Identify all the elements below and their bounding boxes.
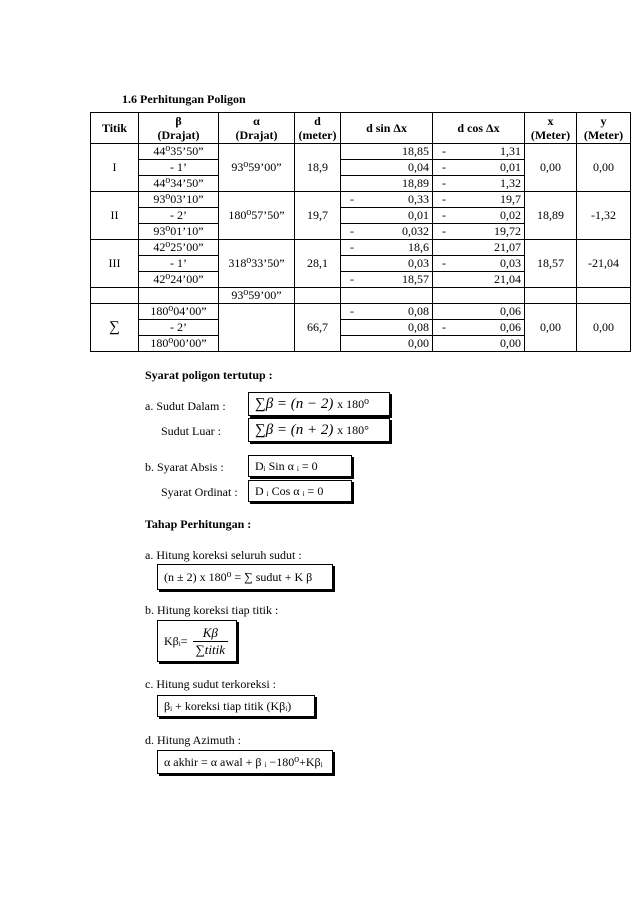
titik-cell: II bbox=[91, 192, 139, 240]
header-d: d (meter) bbox=[295, 113, 341, 144]
d-cell: 28,1 bbox=[295, 240, 341, 288]
beta-cell: 42⁰25’00” bbox=[139, 240, 219, 256]
tahap-a-label: a. Hitung koreksi seluruh sudut : bbox=[145, 548, 302, 562]
y-cell: 0,00 bbox=[577, 304, 631, 352]
koreksi-seluruh-formula: (n ± 2) x 180⁰ = ∑ sudut + K β bbox=[157, 564, 333, 590]
dcos-cell: - 0,02 bbox=[433, 208, 525, 224]
dcos-cell: 21,07 bbox=[433, 240, 525, 256]
syarat-a2-label: Sudut Luar : bbox=[161, 424, 221, 438]
d-cell: 66,7 bbox=[295, 304, 341, 352]
beta-cell: 44⁰35’50” bbox=[139, 144, 219, 160]
dcos-cell: 0,00 bbox=[433, 336, 525, 352]
dsin-cell: 0,04 bbox=[341, 160, 433, 176]
header-dsin: d sin Δx bbox=[341, 113, 433, 144]
dsin-cell: 18,89 bbox=[341, 176, 433, 192]
empty-cell bbox=[341, 288, 433, 304]
syarat-title: Syarat poligon tertutup : bbox=[145, 368, 273, 382]
header-titik: Titik bbox=[91, 113, 139, 144]
beta-cell: 42⁰24’00” bbox=[139, 272, 219, 288]
header-x: x (Meter) bbox=[525, 113, 577, 144]
dsin-cell: 0,01 bbox=[341, 208, 433, 224]
syarat-absis-formula: Dᵢ Sin α ᵢ = 0 bbox=[248, 455, 352, 477]
dcos-cell: - 19,72 bbox=[433, 224, 525, 240]
x-cell: 18,57 bbox=[525, 240, 577, 288]
table-row bbox=[91, 304, 631, 320]
empty-cell bbox=[91, 288, 139, 304]
y-cell: -21,04 bbox=[577, 240, 631, 288]
dcos-cell: - 0,03 bbox=[433, 256, 525, 272]
beta-cell: 180⁰00’00” bbox=[139, 336, 219, 352]
x-cell: 0,00 bbox=[525, 304, 577, 352]
syarat-b2-label: Syarat Ordinat : bbox=[161, 485, 238, 499]
empty-cell bbox=[295, 288, 341, 304]
titik-cell: I bbox=[91, 144, 139, 192]
beta-cell: 93⁰03’10” bbox=[139, 192, 219, 208]
tahap-b-label: b. Hitung koreksi tiap titik : bbox=[145, 603, 279, 617]
beta-cell: - 2’ bbox=[139, 320, 219, 336]
empty-cell bbox=[139, 288, 219, 304]
x-cell: 0,00 bbox=[525, 144, 577, 192]
x-cell: 18,89 bbox=[525, 192, 577, 240]
table-header-row bbox=[91, 113, 631, 144]
dcos-cell: - 1,31 bbox=[433, 144, 525, 160]
polygon-table bbox=[90, 112, 631, 352]
alpha-cell: 93⁰59’00” bbox=[219, 144, 295, 192]
dcos-cell: - 1,32 bbox=[433, 176, 525, 192]
alpha-cell: 93⁰59’00” bbox=[219, 288, 295, 304]
header-alpha: α (Drajat) bbox=[219, 113, 295, 144]
sudut-luar-formula: ∑β = (n + 2) x 180° bbox=[248, 418, 390, 442]
beta-cell: - 1’ bbox=[139, 160, 219, 176]
d-cell: 19,7 bbox=[295, 192, 341, 240]
beta-cell: 93⁰01’10” bbox=[139, 224, 219, 240]
dsin-cell: 0,03 bbox=[341, 256, 433, 272]
beta-cell: - 2’ bbox=[139, 208, 219, 224]
empty-cell bbox=[577, 288, 631, 304]
header-beta: β (Drajat) bbox=[139, 113, 219, 144]
y-cell: -1,32 bbox=[577, 192, 631, 240]
dsin-cell: 18,85 bbox=[341, 144, 433, 160]
titik-cell: III bbox=[91, 240, 139, 288]
alpha-cell: 180⁰57’50” bbox=[219, 192, 295, 240]
tahap-d-label: d. Hitung Azimuth : bbox=[145, 733, 241, 747]
empty-cell bbox=[219, 304, 295, 352]
dsin-cell: 0,08 bbox=[341, 320, 433, 336]
dcos-cell: - 0,06 bbox=[433, 320, 525, 336]
header-dcos: d cos Δx bbox=[433, 113, 525, 144]
section-heading: 1.6 Perhitungan Poligon bbox=[122, 92, 246, 106]
dcos-cell: 21,04 bbox=[433, 272, 525, 288]
d-cell: 18,9 bbox=[295, 144, 341, 192]
table-row bbox=[91, 288, 631, 304]
alpha-cell: 318⁰33’50” bbox=[219, 240, 295, 288]
empty-cell bbox=[525, 288, 577, 304]
sum-titik-cell: ∑ bbox=[91, 304, 139, 352]
dsin-cell: - 0,08 bbox=[341, 304, 433, 320]
azimuth-formula: α akhir = α awal + β ᵢ −180⁰+Kβᵢ bbox=[157, 750, 333, 774]
beta-cell: 180⁰04’00” bbox=[139, 304, 219, 320]
dsin-cell: - 0,032 bbox=[341, 224, 433, 240]
dsin-cell: - 18,57 bbox=[341, 272, 433, 288]
tahap-title: Tahap Perhitungan : bbox=[145, 517, 252, 531]
sudut-terkoreksi-formula: βᵢ + koreksi tiap titik (Kβᵢ) bbox=[157, 695, 315, 717]
koreksi-tiap-titik-formula: Kβᵢ= $\frac{K\beta}{\text{∑titik}}$ bbox=[157, 620, 237, 662]
syarat-b-label: b. Syarat Absis : bbox=[145, 460, 224, 474]
dsin-cell: - 18,6 bbox=[341, 240, 433, 256]
dcos-cell: - 0,01 bbox=[433, 160, 525, 176]
table-row bbox=[91, 192, 631, 208]
beta-cell: - 1’ bbox=[139, 256, 219, 272]
table-row bbox=[91, 144, 631, 160]
y-cell: 0,00 bbox=[577, 144, 631, 192]
sudut-dalam-formula: ∑β = (n − 2) x 180⁰ bbox=[248, 392, 390, 416]
table-row bbox=[91, 240, 631, 256]
dsin-cell: - 0,33 bbox=[341, 192, 433, 208]
dsin-cell: 0,00 bbox=[341, 336, 433, 352]
empty-cell bbox=[433, 288, 525, 304]
tahap-c-label: c. Hitung sudut terkoreksi : bbox=[145, 677, 276, 691]
header-y: y (Meter) bbox=[577, 113, 631, 144]
syarat-a-label: a. Sudut Dalam : bbox=[145, 399, 226, 413]
syarat-ordinat-formula: D ᵢ Cos α ᵢ = 0 bbox=[248, 480, 352, 502]
dcos-cell: - 19,7 bbox=[433, 192, 525, 208]
beta-cell: 44⁰34’50” bbox=[139, 176, 219, 192]
dcos-cell: 0,06 bbox=[433, 304, 525, 320]
